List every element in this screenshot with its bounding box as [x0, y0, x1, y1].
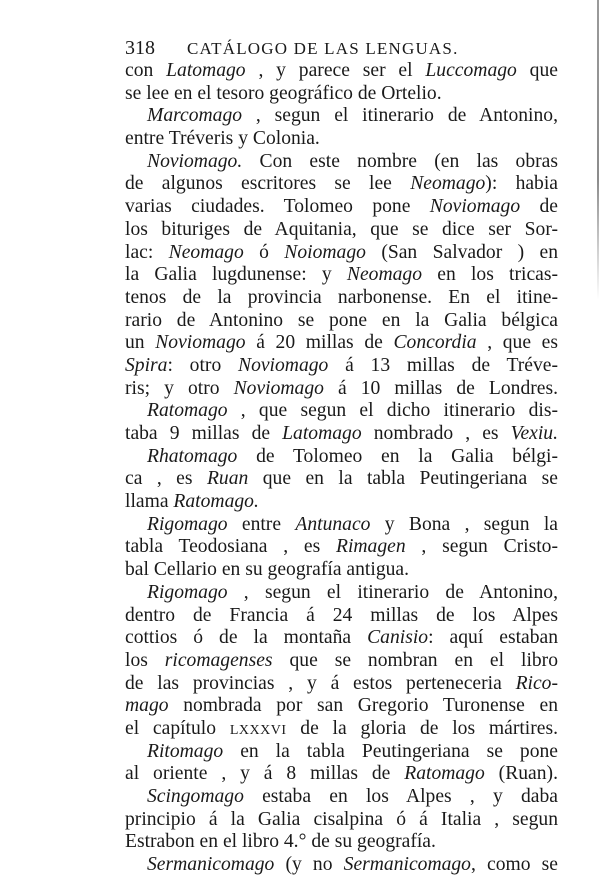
- text-line: [125, 741, 558, 764]
- italic-term: Latomago: [166, 60, 246, 81]
- italic-term: Rigomago: [147, 581, 228, 603]
- italic-term: Canisio: [367, 627, 429, 649]
- text-line: [125, 514, 558, 537]
- text-line: [125, 650, 558, 673]
- page-edge-line: [597, 0, 599, 300]
- text-run: , segun Cristo-: [405, 536, 558, 558]
- text-run: que en la tabla Peutingeriana se: [248, 468, 558, 490]
- text-run: (y no: [274, 854, 344, 876]
- text-run: tenos de la provincia narbonense. En el itine-: [125, 286, 558, 308]
- text-run: á 13 millas de Tréve-: [328, 354, 558, 376]
- text-line: [125, 60, 558, 83]
- text-line: [125, 105, 558, 128]
- text-run: entre: [227, 513, 296, 535]
- text-run: á 10 millas de Londres.: [323, 377, 558, 399]
- text-run: bal Cellario en su geografía antigua.: [125, 559, 410, 581]
- text-line: [125, 173, 558, 196]
- italic-term: Luccomago: [425, 60, 517, 81]
- text-run: , y parece ser el: [245, 60, 426, 81]
- running-head-title: CATÁLOGO DE LAS LENGUAS.: [187, 39, 459, 58]
- text-run: Estrabon en el libro 4.° de su geografía.: [125, 831, 436, 853]
- text-run: : aquí estaban: [428, 627, 559, 649]
- text-run: al oriente , y á 8 millas de: [125, 763, 405, 785]
- text-run: , que es: [476, 332, 558, 354]
- text-line: [125, 854, 558, 877]
- italic-term: Scingomago: [147, 786, 244, 807]
- text-run: de algunos escritores se lee: [125, 173, 411, 195]
- text-line: [125, 627, 558, 650]
- text-line: [125, 423, 558, 446]
- italic-term: Neomago: [410, 173, 486, 195]
- text-line: [125, 287, 558, 310]
- text-line: [125, 536, 558, 559]
- text-line: [125, 763, 558, 786]
- italic-term: Vexiu.: [510, 423, 558, 444]
- body-text: [125, 60, 558, 877]
- text-line: [125, 468, 558, 491]
- text-line: [125, 809, 558, 832]
- italic-term: Rigomago: [147, 513, 228, 535]
- text-line: [125, 491, 558, 514]
- text-line: [125, 355, 558, 378]
- italic-term: Sermanicomago: [147, 854, 275, 876]
- text-line: [125, 695, 558, 718]
- text-run: rario de Antonino se pone en la Galia bélgica: [125, 309, 558, 331]
- text-run: á 20 millas de: [245, 332, 394, 354]
- text-run: ca , es: [125, 468, 207, 490]
- book-page: [125, 36, 558, 877]
- italic-term: Sermanicomago: [343, 854, 471, 876]
- text-line: [125, 332, 558, 355]
- text-line: [125, 582, 558, 605]
- italic-term: Noviomago.: [147, 150, 243, 172]
- italic-term: Ratomago: [147, 400, 228, 422]
- roman-numeral: lxxxvi: [229, 717, 287, 739]
- text-line: [125, 718, 558, 741]
- text-run: , como se: [470, 854, 558, 876]
- italic-term: Noiomago: [284, 241, 366, 263]
- italic-term: Noviomago: [233, 377, 324, 399]
- italic-term: Rimagen: [335, 536, 406, 558]
- italic-term: Rico-: [515, 672, 558, 694]
- text-run: de la gloria de los mártires.: [286, 717, 558, 739]
- text-line: [125, 219, 558, 242]
- text-run: cottios ó de la montaña: [125, 627, 368, 649]
- text-line: [125, 605, 558, 628]
- text-run: nombrado , es: [361, 423, 511, 444]
- text-run: de: [520, 196, 558, 218]
- text-line: [125, 310, 558, 333]
- italic-term: Latomago: [282, 423, 362, 444]
- page-number: 318: [125, 37, 155, 59]
- italic-term: ricomagenses: [164, 649, 273, 671]
- text-run: de las provincias , y á estos perteneceria: [125, 672, 516, 694]
- text-run: de Tolomeo en la Galia bélgi-: [237, 445, 558, 467]
- text-run: se lee en el tesoro geográfico de Ortelio.: [125, 82, 442, 104]
- italic-term: Concordia: [393, 332, 477, 354]
- text-run: los bituriges de Aquitania, que se dice ser Sor-: [125, 218, 558, 240]
- text-line: [125, 446, 558, 469]
- text-run: dentro de Francia á 24 millas de los Alpes: [125, 604, 558, 626]
- text-run: que se nombran en el libro: [272, 649, 559, 671]
- text-run: varias ciudades. Tolomeo pone: [125, 196, 430, 218]
- text-run: entre Tréveris y Colonia.: [125, 128, 320, 150]
- text-line: [125, 400, 558, 423]
- italic-term: Neomago: [346, 264, 423, 286]
- text-run: (Ruan).: [484, 763, 558, 785]
- text-line: [125, 831, 558, 854]
- text-run: el capítulo: [125, 717, 230, 739]
- text-run: un: [125, 332, 156, 354]
- text-run: llama: [125, 491, 174, 513]
- italic-term: Ratomago: [404, 763, 485, 785]
- text-line: [125, 559, 558, 582]
- text-line: [125, 378, 558, 401]
- text-run: y Bona , segun la: [370, 513, 558, 535]
- text-run: que: [516, 60, 558, 81]
- text-run: : otro: [167, 354, 238, 376]
- text-line: [125, 151, 558, 174]
- text-run: ris; y otro: [125, 377, 234, 399]
- text-run: (San Salvador ) en: [365, 241, 558, 263]
- italic-term: Antunaco: [295, 513, 371, 535]
- italic-term: Ruan: [206, 468, 249, 490]
- text-run: tabla Teodosiana , es: [125, 536, 336, 558]
- italic-term: Noviomago: [238, 354, 329, 376]
- italic-term: Ratomago.: [173, 491, 259, 513]
- text-run: , segun el itinerario de Antonino,: [242, 105, 558, 127]
- text-line: [125, 83, 558, 106]
- text-line: [125, 196, 558, 219]
- text-run: los: [125, 649, 165, 671]
- text-run: en los tricas-: [422, 264, 558, 286]
- text-run: estaba en los Alpes , y daba: [243, 786, 558, 807]
- italic-term: Rhatomago: [147, 445, 238, 467]
- italic-term: Noviomago: [429, 196, 521, 218]
- italic-term: Marcomago: [147, 105, 243, 127]
- text-run: ó: [243, 241, 285, 263]
- running-head: [125, 36, 558, 60]
- text-run: ): habia: [485, 173, 558, 195]
- italic-term: mago: [125, 695, 169, 717]
- text-line: [125, 242, 558, 265]
- italic-term: Neomago: [168, 241, 244, 263]
- italic-term: Spira: [125, 354, 168, 376]
- text-run: nombrada por san Gregorio Turonense en: [168, 695, 558, 717]
- text-run: lac:: [125, 241, 169, 263]
- italic-term: Noviomago: [155, 332, 246, 354]
- text-run: , que segun el dicho itinerario dis-: [227, 400, 558, 422]
- text-run: con: [125, 60, 167, 81]
- text-run: en la tabla Peutingeriana se pone: [223, 740, 558, 762]
- text-line: [125, 264, 558, 287]
- text-run: Con este nombre (en las obras: [242, 150, 558, 172]
- text-line: [125, 673, 558, 696]
- text-run: la Galia lugdunense: y: [125, 264, 347, 286]
- text-run: taba 9 millas de: [125, 423, 283, 444]
- text-run: principio á la Galia cisalpina ó á Italia , segun: [125, 808, 558, 830]
- italic-term: Ritomago: [147, 740, 224, 762]
- text-run: , segun el itinerario de Antonino,: [227, 581, 558, 603]
- text-line: [125, 786, 558, 809]
- text-line: [125, 128, 558, 151]
